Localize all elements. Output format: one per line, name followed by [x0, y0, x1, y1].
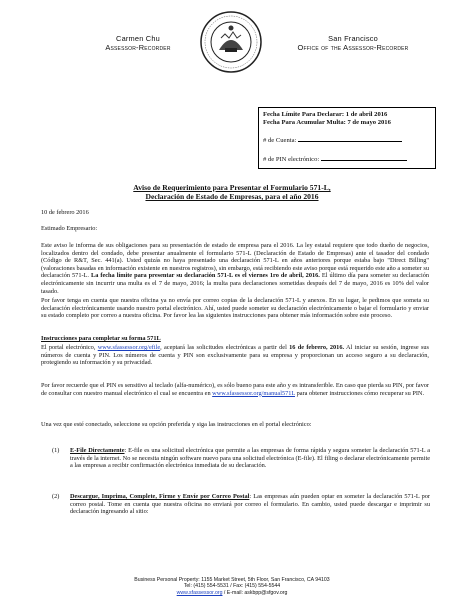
footer-contact	[70, 590, 394, 596]
portal-instructions-paragraph	[41, 344, 429, 367]
list-number-2: (2)	[52, 493, 60, 500]
efile-heading: E-File Directamente	[70, 447, 125, 454]
mail-heading: Descargue, Imprima, Complete, Firme y Envíe por Correo Postal	[70, 493, 250, 500]
pin-intro-text: Por favor recuerde que el PIN es sensitivo al teclado (alfa-numérico), es sólo bueno para este año y es intransferible. En caso que pierda su PIN, por favor de consultar con nuestro manual electrónico el cual se encuentra en	[41, 382, 429, 397]
deadline-highlight: La fecha límite para presentar su declaración 571-L es el viernes 1ro de abril, 2016.	[91, 272, 320, 280]
mail-text: : Las empresas aún pueden optar en someter la declaración 571-L por correo postal. Tome en cuenta que nuestra oficina no enviará por correo el formulario. En cambio, usted puede descargar e imprimir su declaración ingresando al sitio:	[70, 493, 430, 516]
portal-tail-text: Al iniciar su sesión, ingrese sus números de cuenta y PIN. Los números de cuenta y PIN son exclusivamente para su empresa y proporcionan un acceso seguro a su declaración, protegiendo su información y su privacidad.	[41, 344, 429, 367]
efile-link[interactable]: www.sfassessor.org/efile	[97, 344, 161, 351]
manual-link[interactable]: www.sfassessor.org/manual571L	[212, 389, 296, 397]
title-line-2: Declaración de Estado de Empresas, para el año 2016	[145, 192, 319, 202]
portal-mid-text: , aceptará las solicitudes electrónicas a partir del	[160, 344, 290, 351]
greeting: Estimado Empresario:	[41, 225, 98, 232]
filing-info-box	[258, 107, 436, 169]
letter-date: 10 de febrero 2016	[41, 209, 89, 216]
list-item-mail	[70, 493, 430, 516]
pin-paragraph	[41, 382, 429, 397]
portal-start-date: 16 de febrero, 2016.	[289, 344, 345, 351]
options-intro: Una vez que esté conectado, seleccione su opción preferida y siga las instrucciones en el portal electrónico:	[41, 421, 312, 428]
portal-intro-text: El portal electrónico,	[41, 344, 98, 351]
page-footer	[70, 577, 394, 596]
account-number-row	[263, 134, 431, 145]
list-item-efile	[70, 447, 430, 470]
office-name: Office of the Assessor-Recorder	[297, 43, 409, 52]
efile-text: : E-file es una solicitud electrónica que permite a las empresas de forma rápida y segura someter la declaración 571-L a través de la internet. No se necesita ningún software nuevo para una solicitud electrónica (E-file). El filing o declarar electrónicamente permite a las empresas a recibir confirmación electrónica inmediata de su declaración.	[70, 447, 430, 470]
assessor-name: Carmen Chu	[116, 34, 160, 43]
assessor-title: Assessor-Recorder	[105, 43, 171, 52]
footer-phone: Tel: (415) 554-5531 / Fax: (415) 554-5544	[183, 583, 281, 590]
penalty-date-text: Fecha Para Acumular Multa: 7 de mayo 2016	[263, 119, 391, 127]
office-name-block	[268, 34, 438, 52]
pin-tail-text: para obtener instrucciones cómo recuperar su PIN.	[295, 389, 425, 397]
assessor-name-block	[78, 34, 198, 52]
title-line-1: Aviso de Requerimiento para Presentar el Formulario 571-L,	[133, 183, 331, 192]
deadline-text: Fecha Límite Para Declarar: 1 de abril 2016	[263, 111, 388, 118]
obligations-text: Este aviso le informa de sus obligaciones para su presentación de estado de empresa para el 2016. La ley estatal requiere que todo dueño de negocios, localizados dentro del condado, debe presentar anualmente el formulario 571-L (Declaración de Estado de Empresas) ante el tasador del condado (Código de R&T, Sec. 441(a). Usted quizás no haya presentado una declaración 571-L en años anteriores porque estaba bajo "Direct Billing" (valoraciones basadas en información existente en nuestros registros), sin embargo, está recibiendo este aviso porque está requerido este año a someter su declaración 571-L.	[41, 242, 429, 280]
pin-row	[263, 153, 431, 164]
city-name: San Francisco	[328, 34, 378, 43]
account-number-field	[298, 134, 402, 142]
portal-paragraph: Por favor tenga en cuenta que nuestra oficina ya no envía por correo copias de la declaración 571-L y anexos. En su lugar, le pedimos que someta su declaración electrónicamente usando nuestro portal electrónico. Ahí, usted puede someter su declaración electrónicamente o bajar el formulario y enviar su estado completo por correo a nuestra oficina. Por favor lea las siguientes instrucciones para obtener más información sobre este proceso.	[41, 297, 429, 320]
pin-label: # de PIN electrónico:	[263, 155, 320, 163]
city-seal-icon	[199, 10, 263, 74]
list-number-1: (1)	[52, 447, 60, 454]
pin-field	[321, 153, 407, 161]
footer-website-link[interactable]: www.sfassessor.org	[176, 589, 223, 596]
section-heading-text: Instrucciones para completar su forma 571L	[41, 335, 161, 342]
footer-address: Business Personal Property: 1155 Market Street, 5th Floor, San Francisco, CA 94103	[134, 577, 330, 583]
penalty-text: El último día para someter su declaración electrónicamente sin incurrir una multa es el 7 de mayo, 2016; la multa para declaraciones sometidas después del 7 de mayo, 2016 es 10% del valor tasado.	[41, 272, 429, 295]
document-title	[60, 183, 404, 201]
obligations-paragraph	[41, 242, 429, 295]
footer-email: / E-mail: askbpp@sfgov.org	[222, 589, 288, 596]
section-heading	[41, 335, 429, 343]
account-number-label: # de Cuenta:	[263, 137, 297, 145]
